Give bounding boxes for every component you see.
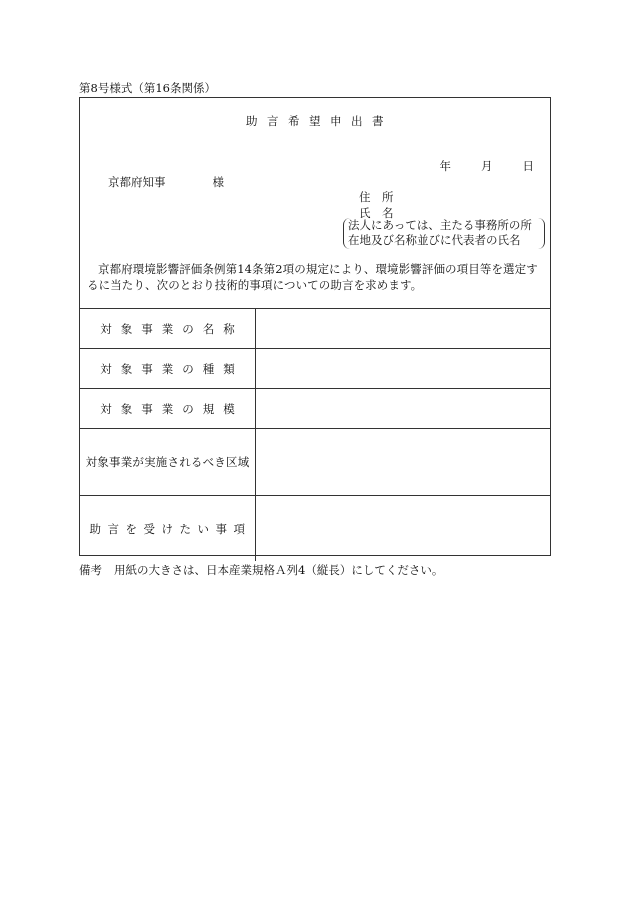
application-form xyxy=(79,97,551,556)
advice-items-field[interactable] xyxy=(256,496,550,561)
row-label-advice-items: 助言を受けたい事項 xyxy=(80,496,256,561)
request-body-text: 京都府環境影響評価条例第14条第2項の規定により、環境影響評価の項目等を選定するに当たり、次のとおり技術的事項についての助言を求めます。 xyxy=(87,262,538,292)
date-day: 日 xyxy=(522,159,534,173)
applicant-address-label: 住 所 xyxy=(359,190,394,204)
addressee-honorific: 様 xyxy=(212,175,224,189)
table-row xyxy=(80,428,550,495)
corporate-note-line2: 在地及び名称並びに代表者の氏名 xyxy=(348,233,521,247)
project-name-field[interactable] xyxy=(256,309,550,348)
project-area-field[interactable] xyxy=(256,429,550,495)
form-number-label: 第8号様式（第16条関係） xyxy=(79,81,216,95)
addressee xyxy=(108,174,224,190)
project-type-field[interactable] xyxy=(256,349,550,388)
date-year: 年 xyxy=(439,159,451,173)
remarks-keyword: 備考 xyxy=(79,563,102,577)
corporate-note-line1: 法人にあっては、主たる事務所の所 xyxy=(348,218,532,232)
project-scale-field[interactable] xyxy=(256,389,550,428)
row-label-project-area: 対象事業が実施されるべき区域 xyxy=(80,429,256,495)
date-month: 月 xyxy=(481,159,493,173)
table-row xyxy=(80,348,550,388)
table-row xyxy=(80,495,550,561)
addressee-name: 京都府知事 xyxy=(108,175,166,189)
row-label-project-type: 対象事業の種類 xyxy=(80,349,256,388)
remarks xyxy=(79,562,443,578)
row-label-project-scale: 対象事業の規模 xyxy=(80,389,256,428)
corporate-note xyxy=(343,218,545,249)
form-table xyxy=(80,308,550,561)
table-row xyxy=(80,388,550,428)
form-title: 助言希望申出書 xyxy=(246,114,393,128)
table-row xyxy=(80,308,550,348)
row-label-project-name: 対象事業の名称 xyxy=(80,309,256,348)
date-line xyxy=(440,158,535,174)
remarks-text: 用紙の大きさは、日本産業規格Ａ列4（縦長）にしてください。 xyxy=(114,563,444,577)
applicant-name-label: 氏 名 xyxy=(359,206,394,220)
form-header xyxy=(80,98,550,308)
